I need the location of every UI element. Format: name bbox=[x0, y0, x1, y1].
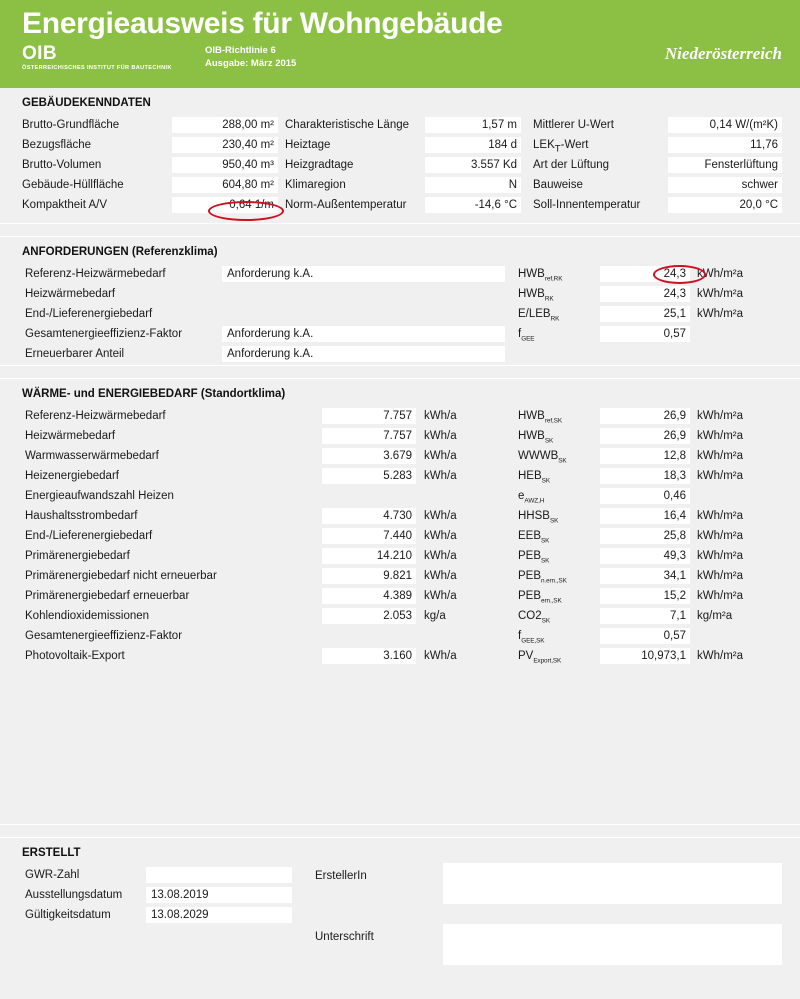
indicator-value[interactable]: 0,57 bbox=[600, 326, 690, 342]
field-value[interactable]: N bbox=[425, 177, 521, 193]
demand-unit: kWh/a bbox=[424, 410, 457, 422]
table-row bbox=[0, 626, 800, 646]
indicator-value[interactable]: 10,973,1 bbox=[600, 648, 690, 664]
guideline-label: OIB-Richtlinie 6 bbox=[205, 45, 276, 56]
data-cell bbox=[0, 115, 800, 135]
field-label: Warmwasserwärmebedarf bbox=[25, 450, 159, 462]
demand-value[interactable]: 3.160 bbox=[322, 648, 416, 664]
table-row bbox=[0, 406, 800, 426]
field-value[interactable]: 288,00 m² bbox=[172, 117, 278, 133]
field-label: Erneuerbarer Anteil bbox=[25, 348, 125, 360]
table-row bbox=[0, 646, 800, 666]
table-row bbox=[0, 546, 800, 566]
field-label: Kompaktheit A/V bbox=[22, 199, 108, 211]
requirement-field[interactable]: Anforderung k.A. bbox=[222, 326, 505, 342]
requirements-rows bbox=[0, 264, 800, 364]
indicator-symbol: $HWB_{RK}$ bbox=[518, 288, 554, 303]
demand-rows bbox=[0, 406, 800, 666]
indicator-value[interactable]: 16,4 bbox=[600, 508, 690, 524]
table-row bbox=[0, 115, 800, 135]
signature-field[interactable] bbox=[443, 924, 782, 965]
table-row bbox=[0, 506, 800, 526]
indicator-value[interactable]: 24,3 bbox=[600, 266, 690, 282]
indicator-unit: kWh/m²a bbox=[697, 470, 743, 482]
demand-unit: kWh/a bbox=[424, 550, 457, 562]
indicator-unit: kWh/m²a bbox=[697, 650, 743, 662]
indicator-symbol: $HWB_{ref,SK}$ bbox=[518, 410, 563, 425]
field-label: Art der Lüftung bbox=[533, 159, 610, 171]
demand-value[interactable]: 7.757 bbox=[322, 408, 416, 424]
page-title: Energieausweis für Wohngebäude bbox=[22, 7, 503, 40]
indicator-value[interactable]: 18,3 bbox=[600, 468, 690, 484]
field-label: Primärenergiebedarf nicht erneuerbar bbox=[25, 570, 217, 582]
data-cell bbox=[0, 195, 800, 215]
creator-field[interactable] bbox=[443, 863, 782, 904]
demand-unit: kWh/a bbox=[424, 590, 457, 602]
field-label: Heiztage bbox=[285, 139, 331, 151]
field-label: Brutto-Volumen bbox=[22, 159, 102, 171]
field-label: Mittlerer U-Wert bbox=[533, 119, 614, 131]
indicator-unit: kWh/m²a bbox=[697, 430, 743, 442]
building-data-rows bbox=[0, 115, 800, 215]
edition-label: Ausgabe: März 2015 bbox=[205, 58, 297, 69]
field-value[interactable]: 604,80 m² bbox=[172, 177, 278, 193]
blank-area bbox=[0, 674, 800, 824]
table-row bbox=[0, 324, 800, 344]
created-field-value[interactable]: 13.08.2019 bbox=[146, 887, 292, 903]
indicator-unit: kWh/m²a bbox=[697, 410, 743, 422]
field-label: Kohlendioxidemissionen bbox=[25, 610, 150, 622]
building-data-section bbox=[0, 88, 800, 223]
table-row bbox=[0, 304, 800, 324]
table-row bbox=[0, 526, 800, 546]
demand-value[interactable]: 7.440 bbox=[322, 528, 416, 544]
indicator-symbol: $HEB_{SK}$ bbox=[518, 470, 550, 485]
indicator-value[interactable]: 24,3 bbox=[600, 286, 690, 302]
field-label: Bezugsfläche bbox=[22, 139, 92, 151]
field-value[interactable]: 0,14 W/(m²K) bbox=[668, 117, 782, 133]
demand-unit: kWh/a bbox=[424, 570, 457, 582]
guideline-info bbox=[205, 44, 296, 70]
field-label: Charakteristische Länge bbox=[285, 119, 410, 131]
field-label: Heizgradtage bbox=[285, 159, 354, 171]
field-label: Norm-Außentemperatur bbox=[285, 199, 407, 211]
field-value[interactable]: 11,76 bbox=[668, 137, 782, 153]
field-label: Brutto-Grundfläche bbox=[22, 119, 120, 131]
table-row bbox=[0, 135, 800, 155]
field-value[interactable]: 3.557 Kd bbox=[425, 157, 521, 173]
indicator-symbol: $PEB_{ern.,SK}$ bbox=[518, 590, 562, 605]
field-label: Referenz-Heizwärmebedarf bbox=[25, 268, 166, 280]
created-title: ERSTELLT bbox=[22, 847, 81, 859]
demand-value[interactable]: 2.053 bbox=[322, 608, 416, 624]
indicator-value[interactable]: 34,1 bbox=[600, 568, 690, 584]
demand-title: WÄRME- und ENERGIEBEDARF (Standortklima) bbox=[22, 388, 286, 400]
created-section bbox=[0, 838, 800, 968]
table-row bbox=[0, 905, 800, 925]
demand-unit: kWh/a bbox=[424, 650, 457, 662]
demand-section bbox=[0, 379, 800, 674]
indicator-symbol: $WWWB_{SK}$ bbox=[518, 450, 567, 465]
field-label: Primärenergiebedarf bbox=[25, 550, 130, 562]
created-field-value[interactable] bbox=[146, 867, 292, 883]
demand-unit: kWh/a bbox=[424, 450, 457, 462]
demand-unit: kWh/a bbox=[424, 470, 457, 482]
field-label: Primärenergiebedarf erneuerbar bbox=[25, 590, 190, 602]
field-label: Soll-Innentemperatur bbox=[533, 199, 641, 211]
field-label: Photovoltaik-Export bbox=[25, 650, 125, 662]
field-value[interactable]: 950,40 m³ bbox=[172, 157, 278, 173]
indicator-value[interactable]: 25,1 bbox=[600, 306, 690, 322]
requirements-section bbox=[0, 237, 800, 365]
indicator-unit: kWh/m²a bbox=[697, 550, 743, 562]
field-value[interactable]: 20,0 °C bbox=[668, 197, 782, 213]
indicator-symbol: $f_{GEE,SK}$ bbox=[518, 630, 545, 645]
field-label: Heizenergiebedarf bbox=[25, 470, 119, 482]
field-label: Gesamtenergieeffizienz-Faktor bbox=[25, 328, 183, 340]
indicator-value[interactable]: 26,9 bbox=[600, 428, 690, 444]
field-label: End-/Lieferenergiebedarf bbox=[25, 308, 153, 320]
indicator-symbol: $EEB_{SK}$ bbox=[518, 530, 550, 545]
indicator-symbol: $HWB_{SK}$ bbox=[518, 430, 554, 445]
field-label: Gebäude-Hüllfläche bbox=[22, 179, 124, 191]
signature-label: Unterschrift bbox=[315, 931, 374, 943]
field-label: Gesamtenergieeffizienz-Faktor bbox=[25, 630, 183, 642]
table-row bbox=[0, 466, 800, 486]
spacer-3 bbox=[0, 825, 800, 837]
indicator-unit: kWh/m²a bbox=[697, 450, 743, 462]
demand-unit: kWh/a bbox=[424, 530, 457, 542]
region-label: Niederösterreich bbox=[664, 44, 782, 63]
demand-value[interactable]: 9.821 bbox=[322, 568, 416, 584]
indicator-value[interactable]: 49,3 bbox=[600, 548, 690, 564]
spacer-2 bbox=[0, 366, 800, 378]
demand-value[interactable]: 3.679 bbox=[322, 448, 416, 464]
requirement-field[interactable]: Anforderung k.A. bbox=[222, 266, 505, 282]
field-label: Heizwärmebedarf bbox=[25, 430, 116, 442]
demand-unit: kg/a bbox=[424, 610, 446, 622]
table-row bbox=[0, 606, 800, 626]
table-row bbox=[0, 195, 800, 215]
data-cell bbox=[0, 135, 800, 155]
field-label: Haushaltsstrombedarf bbox=[25, 510, 138, 522]
field-label: Gültigkeitsdatum bbox=[25, 909, 111, 921]
field-label: Energieaufwandszahl Heizen bbox=[25, 490, 174, 502]
table-row bbox=[0, 344, 800, 364]
field-value[interactable]: 230,40 m² bbox=[172, 137, 278, 153]
requirement-field[interactable]: Anforderung k.A. bbox=[222, 346, 505, 362]
indicator-value[interactable]: 0,57 bbox=[600, 628, 690, 644]
oib-logo-text: OIB bbox=[22, 43, 57, 64]
indicator-symbol: $PEB_{n.ern.,SK}$ bbox=[518, 570, 567, 585]
building-data-title: GEBÄUDEKENNDATEN bbox=[22, 97, 151, 109]
document-header bbox=[0, 0, 800, 88]
indicator-value[interactable]: 12,8 bbox=[600, 448, 690, 464]
table-row bbox=[0, 426, 800, 446]
field-label: Heizwärmebedarf bbox=[25, 288, 116, 300]
field-label: Referenz-Heizwärmebedarf bbox=[25, 410, 166, 422]
indicator-unit: kWh/m²a bbox=[697, 308, 743, 320]
table-row bbox=[0, 175, 800, 195]
demand-value[interactable]: 4.730 bbox=[322, 508, 416, 524]
field-value[interactable]: Fensterlüftung bbox=[668, 157, 782, 173]
indicator-unit: kWh/m²a bbox=[697, 570, 743, 582]
table-row bbox=[0, 566, 800, 586]
field-value[interactable]: 1,57 m bbox=[425, 117, 521, 133]
field-label: Bauweise bbox=[533, 179, 583, 191]
indicator-symbol: $CO2_{SK}$ bbox=[518, 610, 550, 625]
indicator-value[interactable]: 15,2 bbox=[600, 588, 690, 604]
indicator-unit: kWh/m²a bbox=[697, 590, 743, 602]
indicator-value[interactable]: 0,46 bbox=[600, 488, 690, 504]
field-value[interactable]: 0,64 1/m bbox=[172, 197, 278, 213]
indicator-symbol: $HWB_{ref,RK}$ bbox=[518, 268, 563, 283]
table-row bbox=[0, 486, 800, 506]
table-row bbox=[0, 264, 800, 284]
indicator-unit: kWh/m²a bbox=[697, 288, 743, 300]
demand-value[interactable]: 4.389 bbox=[322, 588, 416, 604]
table-row bbox=[0, 446, 800, 466]
demand-unit: kWh/a bbox=[424, 510, 457, 522]
table-row bbox=[0, 155, 800, 175]
indicator-symbol: $e_{AWZ,H}$ bbox=[518, 490, 545, 505]
table-row bbox=[0, 586, 800, 606]
field-value[interactable]: -14,6 °C bbox=[425, 197, 521, 213]
spacer-1 bbox=[0, 224, 800, 236]
field-value[interactable]: schwer bbox=[668, 177, 782, 193]
indicator-symbol: $f_{GEE}$ bbox=[518, 328, 535, 343]
data-cell bbox=[0, 175, 800, 195]
field-label: $LEK_T$-Wert bbox=[533, 139, 589, 155]
indicator-value[interactable]: 7,1 bbox=[600, 608, 690, 624]
indicator-symbol: $E/LEB_{RK}$ bbox=[518, 308, 560, 323]
demand-unit: kWh/a bbox=[424, 430, 457, 442]
field-label: Ausstellungsdatum bbox=[25, 889, 123, 901]
requirements-title: ANFORDERUNGEN (Referenzklima) bbox=[22, 246, 218, 258]
indicator-symbol: $PV_{Export,SK}$ bbox=[518, 650, 562, 665]
demand-value[interactable]: 7.757 bbox=[322, 428, 416, 444]
demand-value[interactable]: 14.210 bbox=[322, 548, 416, 564]
indicator-unit: kWh/m²a bbox=[697, 268, 743, 280]
indicator-symbol: $PEB_{SK}$ bbox=[518, 550, 550, 565]
creator-label: ErstellerIn bbox=[315, 870, 367, 882]
data-cell bbox=[0, 155, 800, 175]
demand-value[interactable]: 5.283 bbox=[322, 468, 416, 484]
field-value[interactable]: 184 d bbox=[425, 137, 521, 153]
indicator-unit: kWh/m²a bbox=[697, 530, 743, 542]
field-label: End-/Lieferenergiebedarf bbox=[25, 530, 153, 542]
institute-name: ÖSTERREICHISCHES INSTITUT FÜR BAUTECHNIK bbox=[22, 65, 172, 71]
field-label: GWR-Zahl bbox=[25, 869, 80, 881]
field-label: Klimaregion bbox=[285, 179, 346, 191]
created-field-value[interactable]: 13.08.2029 bbox=[146, 907, 292, 923]
indicator-value[interactable]: 26,9 bbox=[600, 408, 690, 424]
indicator-symbol: $HHSB_{SK}$ bbox=[518, 510, 559, 525]
indicator-value[interactable]: 25,8 bbox=[600, 528, 690, 544]
table-row bbox=[0, 284, 800, 304]
indicator-unit: kg/m²a bbox=[697, 610, 733, 622]
indicator-unit: kWh/m²a bbox=[697, 510, 743, 522]
